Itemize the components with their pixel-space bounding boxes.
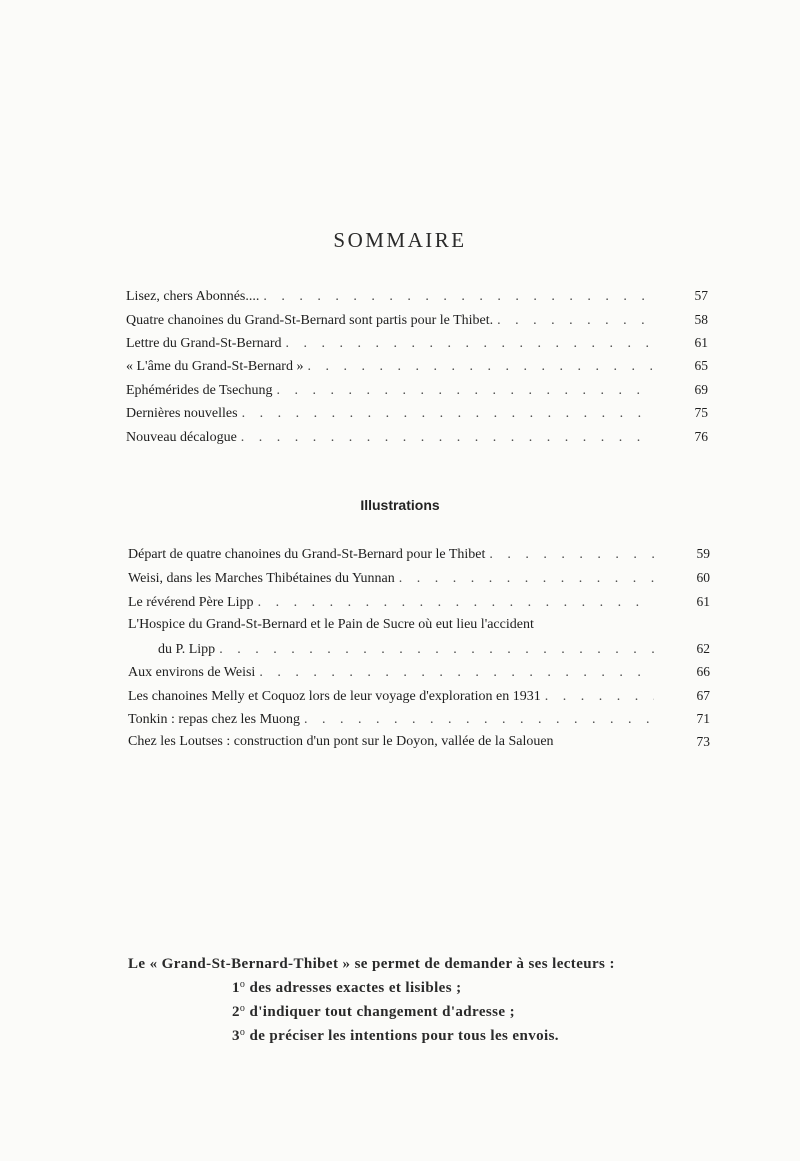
illustration-entry [128,664,658,682]
illustration-entry [128,594,658,612]
contents-entry [126,429,656,447]
illustration-entry-label: Départ de quatre chanoines du Grand-St-Bernard pour le Thibet [128,547,486,562]
notice-item: 1$^o$ des adresses exactes et lisibles ; [232,979,462,996]
illustrations-heading: Illustrations [360,497,440,513]
illustration-entry-label: Les chanoines Melly et Coquoz lors de leur voyage d'exploration en 1931 [128,689,541,704]
illustration-entry-label: L'Hospice du Grand-St-Bernard et le Pain de Sucre où eut lieu l'accident [128,617,534,632]
contents-entry-page: 65 [694,358,708,373]
notice-item: 2$^o$ d'indiquer tout changement d'adresse ; [232,1003,515,1020]
contents-entry-label: « L'âme du Grand-St-Bernard » [126,359,304,374]
contents-entry-page: 76 [694,429,708,444]
illustration-entry-page: 61 [696,594,710,609]
contents-entry [126,405,656,423]
notice-item-text: de préciser les intentions pour tous les envois. [249,1028,559,1044]
illustration-entry-page: 71 [696,711,710,726]
illustration-entry [128,711,658,729]
contents-entry-page: 69 [694,382,708,397]
contents-entry [126,382,656,400]
contents-entry [126,335,656,353]
illustration-entry-label: Aux environs de Weisi [128,665,256,680]
illustration-entry-page: 73 [696,734,710,749]
illustration-entry [158,641,658,659]
contents-entry-page: 57 [694,288,708,303]
contents-entry-label: Lettre du Grand-St-Bernard [126,336,282,351]
illustration-entry [128,688,658,706]
contents-entry-page: 75 [694,405,708,420]
contents-entry [126,358,656,376]
notice-item: 3$^o$ de préciser les intentions pour tous les envois. [232,1027,559,1044]
contents-entry [126,288,656,306]
contents-entry-label: Dernières nouvelles [126,406,238,421]
illustration-entry-label-cont: du P. Lipp [158,642,216,657]
illustration-entry-label: Chez les Loutses : construction d'un pont sur le Doyon, vallée de la Salouen [128,734,554,749]
illustration-entry-label: Weisi, dans les Marches Thibétaines du Yunnan [128,571,395,586]
illustration-entry-label: Tonkin : repas chez les Muong [128,712,301,727]
illustration-entry-label: Le révérend Père Lipp [128,595,254,610]
notice-item-text: d'indiquer tout changement d'adresse ; [249,1004,515,1020]
contents-entry-page: 61 [694,335,708,350]
contents-entry-label: Quatre chanoines du Grand-St-Bernard sont partis pour le Thibet. [126,313,494,328]
contents-entry-label: Lisez, chers Abonnés.... [126,289,260,304]
illustration-entry-page: 66 [696,664,710,679]
contents-entry [126,312,656,330]
contents-entry-label: Nouveau décalogue [126,430,237,445]
illustration-entry-page: 62 [696,641,710,656]
contents-entry-page: 58 [694,312,708,327]
illustration-entry [128,570,658,588]
page-title: SOMMAIRE [333,228,467,252]
notice-item-text: des adresses exactes et lisibles ; [249,980,462,996]
illustration-entry-page: 60 [696,570,710,585]
notice-intro: Le « Grand-St-Bernard-Thibet » se permet de demander à ses lecteurs : [128,956,615,972]
contents-entry-label: Ephémérides de Tsechung [126,383,273,398]
illustration-entry-page: 59 [696,546,710,561]
illustration-entry-page: 67 [696,688,710,703]
illustration-entry [128,546,658,564]
